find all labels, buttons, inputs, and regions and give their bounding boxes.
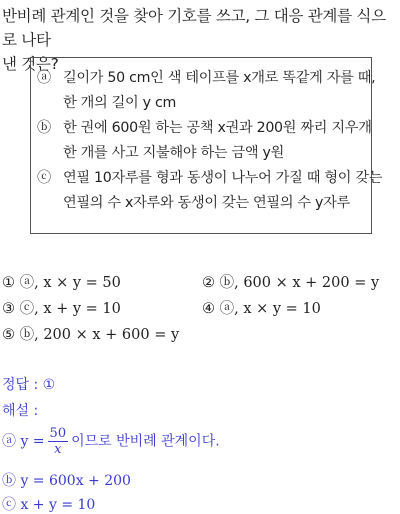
explanation-b <box>2 470 131 490</box>
explanation-b-text: ⓑ y = 600x + 200 <box>2 473 131 489</box>
choice-text: ⓑ, 600 × x + 200 = y <box>219 275 380 291</box>
choice-2[interactable] <box>202 270 379 296</box>
item-mark: ⓐ <box>37 70 51 86</box>
explanation-c-text: ⓒ x + y = 10 <box>2 497 96 513</box>
explanation-a <box>2 426 220 457</box>
condition-item-c <box>37 166 383 216</box>
item-mark: ⓒ <box>37 170 51 186</box>
choice-5[interactable] <box>2 322 179 348</box>
choice-number: ③ <box>2 301 15 317</box>
condition-item-b <box>37 116 372 166</box>
item-line: 한 개를 사고 지불해야 하는 금액 y원 <box>63 145 285 161</box>
condition-box <box>30 57 383 234</box>
answer-label: 정답 : ① <box>2 377 56 393</box>
question-line-1: 반비례 관계인 것을 찾아 기호를 쓰고, 그 대응 관계를 식으로 나타 <box>2 7 386 49</box>
explanation-a-suffix: 이므로 반비례 관계이다. <box>71 433 220 450</box>
choice-text: ⓐ, x × y = 10 <box>219 301 321 317</box>
answer-choices <box>2 270 398 348</box>
choice-text: ⓒ, x + y = 10 <box>19 301 121 317</box>
choice-number: ① <box>2 275 15 291</box>
explanation-a-prefix: ⓐ y = <box>2 433 45 450</box>
item-line: 연필의 수 x자루와 동생이 갖는 연필의 수 y자루 <box>63 195 350 211</box>
item-line: 연필 10자루를 형과 동생이 나누어 가질 때 형이 갖는 <box>63 170 383 186</box>
condition-item-a <box>37 66 376 116</box>
choice-4[interactable] <box>202 296 321 322</box>
fraction <box>48 426 69 457</box>
choice-number: ② <box>202 275 215 291</box>
item-mark: ⓑ <box>37 120 51 136</box>
fraction-denominator: x <box>54 442 62 457</box>
choice-3[interactable] <box>2 296 121 322</box>
item-line: 한 개의 길이 y cm <box>63 95 176 111</box>
choice-text: ⓑ, 200 × x + 600 = y <box>19 327 180 343</box>
item-line: 한 권에 600원 하는 공책 x권과 200원 짜리 지우개 <box>63 120 372 136</box>
explanation-c <box>2 494 95 514</box>
explanation-label: 해설 : <box>2 403 39 419</box>
item-line: 길이가 50 cm인 색 테이프를 x개로 똑같게 자를 때, <box>63 70 376 86</box>
choice-number: ④ <box>202 301 215 317</box>
choice-text: ⓐ, x × y = 50 <box>19 275 121 291</box>
choice-1[interactable] <box>2 270 121 296</box>
question-line-2: 낸 것은? <box>2 55 59 73</box>
choice-number: ⑤ <box>2 327 15 343</box>
fraction-numerator: 50 <box>49 426 67 441</box>
